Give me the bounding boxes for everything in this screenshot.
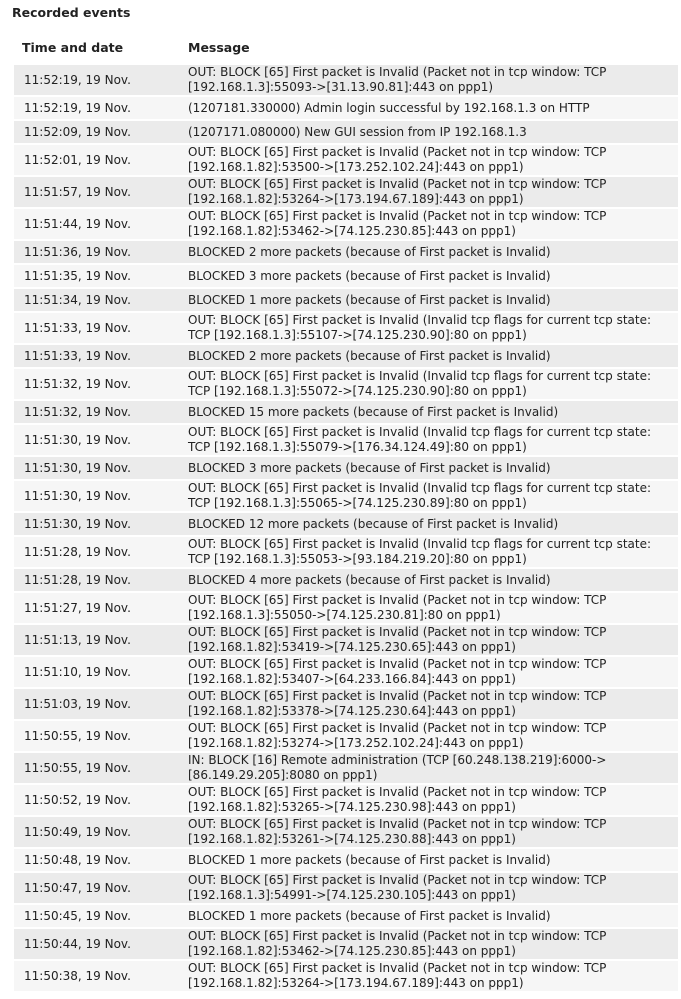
event-time: 11:50:55, 19 Nov. — [24, 761, 131, 775]
event-time: 11:52:19, 19 Nov. — [24, 101, 131, 115]
event-message-line: OUT: BLOCK [65] First packet is Invalid (Invalid tcp flags for current tcp state: — [188, 313, 652, 327]
event-message-line: IN: BLOCK [16] Remote administration (TCP [60.248.138.219]:6000-> — [188, 753, 607, 767]
event-message-line: [192.168.1.82]:53462->[74.125.230.85]:443 on ppp1) — [188, 224, 516, 238]
event-message — [188, 345, 678, 367]
event-message-line: BLOCKED 3 more packets (because of First packet is Invalid) — [188, 460, 551, 475]
event-message-line: BLOCKED 15 more packets (because of First packet is Invalid) — [188, 404, 559, 419]
event-message — [188, 569, 678, 591]
event-message-line: OUT: BLOCK [65] First packet is Invalid (Packet not in tcp window: TCP — [188, 625, 607, 639]
event-message — [188, 753, 678, 783]
event-message — [188, 905, 678, 927]
event-message-line: OUT: BLOCK [65] First packet is Invalid (Packet not in tcp window: TCP — [188, 593, 607, 607]
event-time: 11:51:30, 19 Nov. — [24, 517, 131, 531]
event-message — [188, 289, 678, 311]
event-message — [188, 65, 678, 95]
table-header — [14, 40, 678, 56]
event-message-line: BLOCKED 2 more packets (because of First packet is Invalid) — [188, 348, 551, 363]
event-time: 11:51:33, 19 Nov. — [24, 349, 131, 363]
table-row — [14, 849, 678, 871]
event-message-line: TCP [192.168.1.3]:55079->[176.34.124.49]:80 on ppp1) — [188, 440, 527, 454]
table-row — [14, 721, 678, 751]
table-row — [14, 537, 678, 567]
table-row — [14, 313, 678, 343]
event-time: 11:51:28, 19 Nov. — [24, 545, 131, 559]
table-row — [14, 97, 678, 119]
event-time: 11:50:55, 19 Nov. — [24, 729, 131, 743]
event-message-line: [192.168.1.82]:53264->[173.194.67.189]:443 on ppp1) — [188, 192, 524, 206]
event-message-line: OUT: BLOCK [65] First packet is Invalid (Packet not in tcp window: TCP — [188, 177, 607, 191]
event-message — [188, 537, 678, 567]
table-row — [14, 569, 678, 591]
event-message-line: OUT: BLOCK [65] First packet is Invalid (Packet not in tcp window: TCP — [188, 817, 607, 831]
table-row — [14, 929, 678, 959]
event-message-line: OUT: BLOCK [65] First packet is Invalid (Packet not in tcp window: TCP — [188, 657, 607, 671]
event-message-line: TCP [192.168.1.3]:55072->[74.125.230.90]:80 on ppp1) — [188, 384, 527, 398]
table-row — [14, 369, 678, 399]
table-row — [14, 265, 678, 287]
event-message-line: [86.149.29.205]:8080 on ppp1) — [188, 768, 378, 782]
event-message — [188, 265, 678, 287]
event-message-line: [192.168.1.82]:53419->[74.125.230.65]:443 on ppp1) — [188, 640, 516, 654]
event-time: 11:51:44, 19 Nov. — [24, 217, 131, 231]
event-time: 11:51:03, 19 Nov. — [24, 697, 131, 711]
event-message — [188, 689, 678, 719]
event-message — [188, 425, 678, 455]
table-row — [14, 457, 678, 479]
event-message-line: BLOCKED 1 more packets (because of First packet is Invalid) — [188, 852, 551, 867]
event-message-line: OUT: BLOCK [65] First packet is Invalid (Packet not in tcp window: TCP — [188, 209, 607, 223]
event-message — [188, 625, 678, 655]
event-message — [188, 785, 678, 815]
table-row — [14, 65, 678, 95]
event-message-line: OUT: BLOCK [65] First packet is Invalid (Invalid tcp flags for current tcp state: — [188, 537, 652, 551]
event-message — [188, 849, 678, 871]
table-row — [14, 625, 678, 655]
table-row — [14, 481, 678, 511]
event-message — [188, 241, 678, 263]
event-message-line: OUT: BLOCK [65] First packet is Invalid (Packet not in tcp window: TCP — [188, 65, 607, 79]
event-time: 11:51:30, 19 Nov. — [24, 461, 131, 475]
table-row — [14, 401, 678, 423]
table-row — [14, 425, 678, 455]
table-row — [14, 513, 678, 535]
event-time: 11:50:38, 19 Nov. — [24, 969, 131, 983]
event-message-line: BLOCKED 3 more packets (because of First packet is Invalid) — [188, 268, 551, 283]
event-message-line: OUT: BLOCK [65] First packet is Invalid (Invalid tcp flags for current tcp state: — [188, 369, 652, 383]
event-message — [188, 401, 678, 423]
table-row — [14, 873, 678, 903]
event-message-line: BLOCKED 1 more packets (because of First packet is Invalid) — [188, 908, 551, 923]
event-message-line: OUT: BLOCK [65] First packet is Invalid (Invalid tcp flags for current tcp state: — [188, 425, 652, 439]
event-time: 11:51:57, 19 Nov. — [24, 185, 131, 199]
event-time: 11:51:35, 19 Nov. — [24, 269, 131, 283]
event-message — [188, 457, 678, 479]
event-message-line: BLOCKED 1 more packets (because of First packet is Invalid) — [188, 292, 551, 307]
event-time: 11:51:33, 19 Nov. — [24, 321, 131, 335]
event-message-line: [192.168.1.82]:53500->[173.252.102.24]:443 on ppp1) — [188, 160, 524, 174]
table-row — [14, 145, 678, 175]
column-header-message: Message — [188, 40, 250, 55]
event-time: 11:51:30, 19 Nov. — [24, 433, 131, 447]
event-message — [188, 513, 678, 535]
event-message-line: TCP [192.168.1.3]:55065->[74.125.230.89]:80 on ppp1) — [188, 496, 527, 510]
event-time: 11:52:09, 19 Nov. — [24, 125, 131, 139]
table-row — [14, 905, 678, 927]
table-row — [14, 241, 678, 263]
event-time: 11:51:32, 19 Nov. — [24, 377, 131, 391]
event-message — [188, 873, 678, 903]
panel-title: Recorded events — [12, 5, 131, 20]
table-row — [14, 177, 678, 207]
event-time: 11:51:34, 19 Nov. — [24, 293, 131, 307]
event-message-line: BLOCKED 2 more packets (because of First packet is Invalid) — [188, 244, 551, 259]
table-row — [14, 785, 678, 815]
event-message-line: OUT: BLOCK [65] First packet is Invalid (Packet not in tcp window: TCP — [188, 145, 607, 159]
event-time: 11:50:48, 19 Nov. — [24, 853, 131, 867]
events-table — [14, 65, 678, 993]
event-message-line: BLOCKED 4 more packets (because of First packet is Invalid) — [188, 572, 551, 587]
table-row — [14, 593, 678, 623]
event-message — [188, 313, 678, 343]
table-row — [14, 689, 678, 719]
event-message — [188, 369, 678, 399]
event-message-line: OUT: BLOCK [65] First packet is Invalid (Packet not in tcp window: TCP — [188, 721, 607, 735]
event-message — [188, 657, 678, 687]
event-message — [188, 209, 678, 239]
event-message — [188, 97, 678, 119]
event-message-line: OUT: BLOCK [65] First packet is Invalid (Invalid tcp flags for current tcp state: — [188, 481, 652, 495]
event-message — [188, 929, 678, 959]
column-header-time: Time and date — [22, 40, 124, 55]
event-message-line: [192.168.1.82]:53274->[173.252.102.24]:443 on ppp1) — [188, 736, 524, 750]
event-message — [188, 721, 678, 751]
event-message — [188, 817, 678, 847]
table-row — [14, 289, 678, 311]
event-message — [188, 593, 678, 623]
event-message-line: TCP [192.168.1.3]:55107->[74.125.230.90]:80 on ppp1) — [188, 328, 527, 342]
event-message-line: [192.168.1.82]:53378->[74.125.230.64]:443 on ppp1) — [188, 704, 516, 718]
event-message — [188, 121, 678, 143]
event-message-line: [192.168.1.3]:55093->[31.13.90.81]:443 on ppp1) — [188, 80, 494, 94]
event-time: 11:51:30, 19 Nov. — [24, 489, 131, 503]
table-row — [14, 209, 678, 239]
event-message-line: (1207171.080000) New GUI session from IP 192.168.1.3 — [188, 124, 527, 139]
event-message-line: TCP [192.168.1.3]:55053->[93.184.219.20]:80 on ppp1) — [188, 552, 527, 566]
event-message-line: [192.168.1.82]:53264->[173.194.67.189]:443 on ppp1) — [188, 976, 524, 990]
event-message — [188, 961, 678, 991]
event-time: 11:50:45, 19 Nov. — [24, 909, 131, 923]
event-message-line: OUT: BLOCK [65] First packet is Invalid (Packet not in tcp window: TCP — [188, 873, 607, 887]
event-message-line: OUT: BLOCK [65] First packet is Invalid (Packet not in tcp window: TCP — [188, 929, 607, 943]
event-time: 11:50:52, 19 Nov. — [24, 793, 131, 807]
event-message — [188, 145, 678, 175]
event-message-line: [192.168.1.3]:55050->[74.125.230.81]:80 on ppp1) — [188, 608, 501, 622]
event-message — [188, 177, 678, 207]
event-message-line: (1207181.330000) Admin login successful by 192.168.1.3 on HTTP — [188, 100, 590, 115]
event-time: 11:50:44, 19 Nov. — [24, 937, 131, 951]
event-message-line: [192.168.1.3]:54991->[74.125.230.105]:443 on ppp1) — [188, 888, 516, 902]
event-time: 11:50:47, 19 Nov. — [24, 881, 131, 895]
event-time: 11:52:01, 19 Nov. — [24, 153, 131, 167]
event-message-line: [192.168.1.82]:53462->[74.125.230.85]:443 on ppp1) — [188, 944, 516, 958]
event-time: 11:51:36, 19 Nov. — [24, 245, 131, 259]
table-row — [14, 753, 678, 783]
table-row — [14, 345, 678, 367]
event-time: 11:50:49, 19 Nov. — [24, 825, 131, 839]
event-time: 11:51:28, 19 Nov. — [24, 573, 131, 587]
table-row — [14, 121, 678, 143]
event-message-line: OUT: BLOCK [65] First packet is Invalid (Packet not in tcp window: TCP — [188, 689, 607, 703]
table-row — [14, 657, 678, 687]
event-time: 11:51:27, 19 Nov. — [24, 601, 131, 615]
event-message-line: [192.168.1.82]:53265->[74.125.230.98]:443 on ppp1) — [188, 800, 516, 814]
event-message — [188, 481, 678, 511]
table-row — [14, 817, 678, 847]
event-message-line: OUT: BLOCK [65] First packet is Invalid (Packet not in tcp window: TCP — [188, 961, 607, 975]
event-message-line: [192.168.1.82]:53407->[64.233.166.84]:443 on ppp1) — [188, 672, 516, 686]
event-message-line: [192.168.1.82]:53261->[74.125.230.88]:443 on ppp1) — [188, 832, 516, 846]
event-time: 11:52:19, 19 Nov. — [24, 73, 131, 87]
table-row — [14, 961, 678, 991]
event-time: 11:51:13, 19 Nov. — [24, 633, 131, 647]
event-time: 11:51:10, 19 Nov. — [24, 665, 131, 679]
event-time: 11:51:32, 19 Nov. — [24, 405, 131, 419]
event-message-line: OUT: BLOCK [65] First packet is Invalid (Packet not in tcp window: TCP — [188, 785, 607, 799]
event-message-line: BLOCKED 12 more packets (because of First packet is Invalid) — [188, 516, 559, 531]
